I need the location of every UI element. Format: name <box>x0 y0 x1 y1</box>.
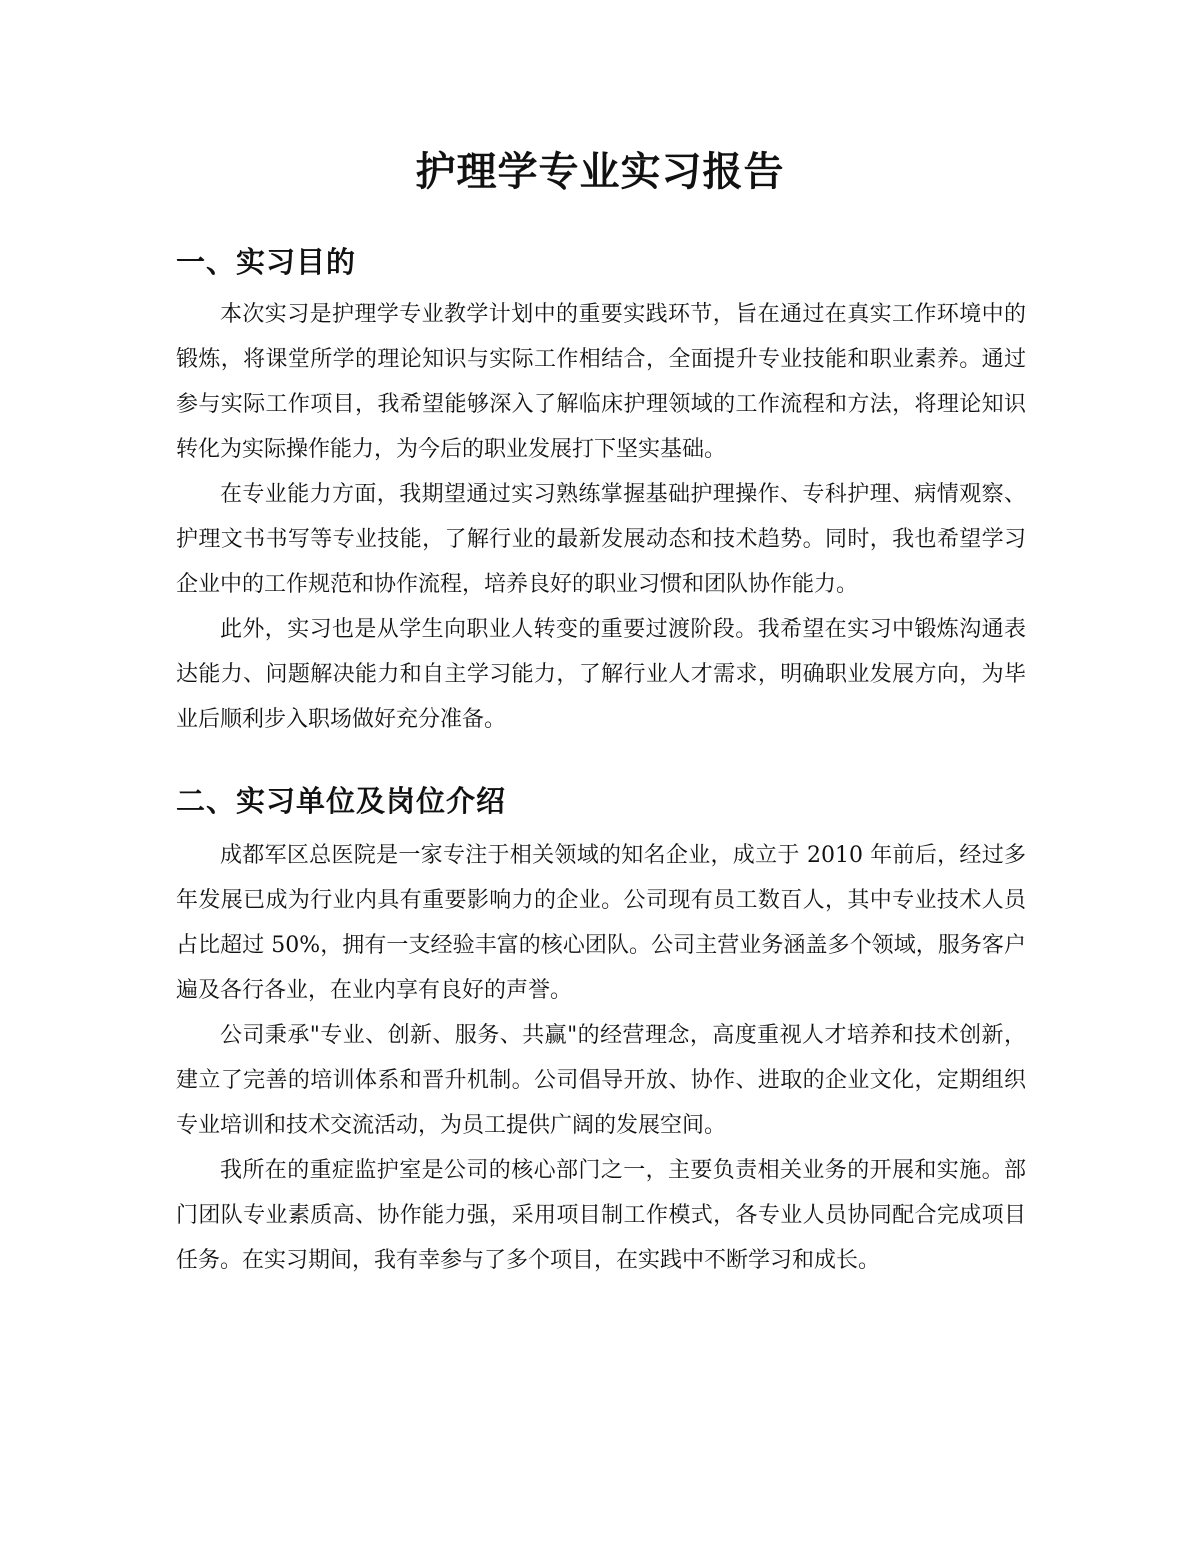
paragraph: 本次实习是护理学专业教学计划中的重要实践环节，旨在通过在真实工作环境中的锻炼，将课堂所学的理论知识与实际工作相结合，全面提升专业技能和职业素养。通过参与实际工作项目，我希望能够深入了解临床护理领域的工作流程和方法，将理论知识转化为实际操作能力，为今后的职业发展打下坚实基础。 <box>176 302 1026 462</box>
paragraph: 公司秉承"专业、创新、服务、共赢"的经营理念，高度重视人才培养和技术创新，建立了完善的培训体系和晋升机制。公司倡导开放、协作、进取的企业文化，定期组织专业培训和技术交流活动，为员工提供广阔的发展空间。 <box>176 1023 1026 1138</box>
document-title: 护理学专业实习报告 <box>415 149 785 195</box>
section-body-purpose <box>176 292 1026 742</box>
paragraph: 我所在的重症监护室是公司的核心部门之一，主要负责相关业务的开展和实施。部门团队专业素质高、协作能力强，采用项目制工作模式，各专业人员协同配合完成项目任务。在实习期间，我有幸参与了多个项目，在实践中不断学习和成长。 <box>176 1158 1026 1273</box>
section-body-organization <box>176 833 1026 1283</box>
section-heading-purpose: 一、实习目的 <box>176 245 357 279</box>
paragraph: 成都军区总医院是一家专注于相关领域的知名企业，成立于 2010 年前后，经过多年发展已成为行业内具有重要影响力的企业。公司现有员工数百人，其中专业技术人员占比超过 50%，拥有一支经验丰富的核心团队。公司主营业务涵盖多个领域，服务客户遍及各行各业，在业内享有良好的声誉。 <box>176 843 1026 1003</box>
paragraph: 此外，实习也是从学生向职业人转变的重要过渡阶段。我希望在实习中锻炼沟通表达能力、问题解决能力和自主学习能力，了解行业人才需求，明确职业发展方向，为毕业后顺利步入职场做好充分准备。 <box>176 617 1026 732</box>
section-heading-organization: 二、实习单位及岗位介绍 <box>176 784 507 818</box>
paragraph: 在专业能力方面，我期望通过实习熟练掌握基础护理操作、专科护理、病情观察、护理文书书写等专业技能，了解行业的最新发展动态和技术趋势。同时，我也希望学习企业中的工作规范和协作流程，培养良好的职业习惯和团队协作能力。 <box>176 482 1026 597</box>
